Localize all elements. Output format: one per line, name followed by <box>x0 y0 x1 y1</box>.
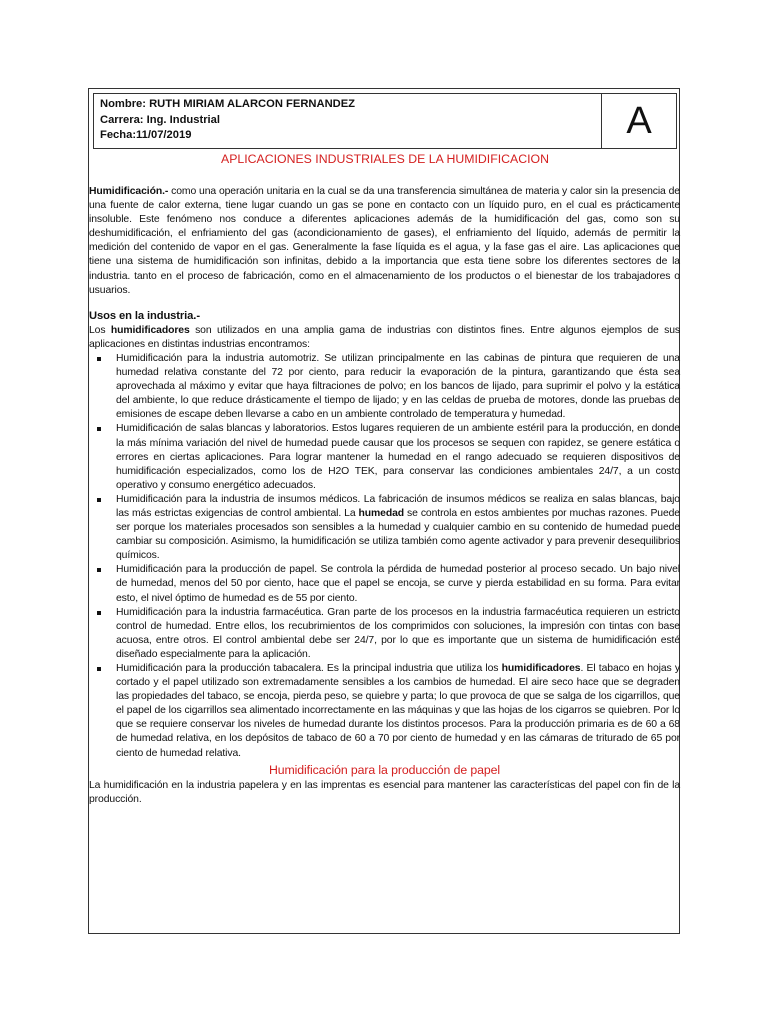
document-page <box>88 88 680 934</box>
student-info <box>94 94 602 148</box>
uses-list <box>89 352 680 761</box>
bullet-icon <box>97 357 101 361</box>
list-item: Humidificación para la industria de insumos médicos. La fabricación de insumos médicos se realiza en salas blancas, bajo las más estrictas exigencias de control ambiental. La humedad se controla en estos ambientes por muchas razones. Puede ser porque los materiales procesados son sensibles a la humedad y cualquier cambio en su contenido de humedad puede cambiar su composición. Asimismo, la humidificación se utiliza también como agente activador y para prevenir desequilibrios químicos. <box>89 493 680 563</box>
bullet-icon <box>97 667 101 671</box>
bullet-icon <box>97 498 101 502</box>
uses-heading: Usos en la industria.- <box>89 309 200 322</box>
list-item: Humidificación para la industria farmacéutica. Gran parte de los procesos en la industria farmacéutica requieren un estricto control de humedad. Entre ellos, los recubrimientos de los comprimidos con soluciones, la impresión con tintas con base acuosa, entre otros. El control ambiental debe ser 24/7, por lo que es importante que un sistema de humidificación esté diseñado especialmente para la aplicación. <box>89 606 680 662</box>
bullet-icon <box>97 568 101 572</box>
list-item: Humidificación para la producción tabacalera. Es la principal industria que utiliza los humidificadores. El tabaco en hojas y cortado y el papel utilizado son extremadamente sensibles a los cambios de humedad. El aire seco hace que se degraden las propiedades del tabaco, se encoja, pierda peso, se quiebre y parta; lo que provoca de que se salga de los cigarrillos, que el papel de los cigarrillos sea alimentado incorrectamente en las máquinas y que las hojas de los cigarros se quiebren. Por lo que se requiere conservar los niveles de humedad durante los distintos procesos. Para la producción primaria es de 60 a 68 de humedad relativa, en los depósitos de tabaco de 60 a 70 por ciento de humedad y en las cámaras de triturado de 65 por ciento de humedad relativa. <box>89 662 680 761</box>
document-title: APLICACIONES INDUSTRIALES DE LA HUMIDIFICACION <box>221 152 549 166</box>
list-item: Humidificación para la industria automotriz. Se utilizan principalmente en las cabinas de pintura que requieren de una humedad relativa constante del 72 por ciento, para reducir la evaporación de la pintura, garantizando que ésta sea aprovechada al máximo y evitar que haya filtraciones de polvo; en los bancos de lijado, para suprimir el polvo y la estática del ambiente, lo que reduce drásticamente el tiempo de lijado; y en las celdas de prueba de motores, donde las pruebas de emisiones de escape deben llevarse a cabo en un ambiente controlado de temperatura y humedad. <box>89 352 680 422</box>
list-item: Humidificación para la producción de papel. Se controla la pérdida de humedad posterior al proceso secado. Un bajo nivel de humedad, menos del 50 por ciento, hace que el papel se encoja, se curve y pierda estabilidad en su forma. Para evitar esto, el nivel óptimo de humedad es de 55 por ciento. <box>89 563 680 605</box>
bullet-icon <box>97 427 101 431</box>
document-body <box>89 185 680 807</box>
final-paragraph: La humidificación en la industria papelera y en las imprentas es esencial para mantener las características del papel con fin de la producción. <box>89 779 680 805</box>
uses-lead: Los humidificadores son utilizados en una amplia gama de industrias con distintos fines. Entre algunos ejemplos de sus aplicaciones en distintas industrias encontramos: <box>89 324 680 350</box>
intro-text: como una operación unitaria en la cual se da una transferencia simultánea de materia y calor sin la presencia de una fuente de calor externa, tiene lugar cuando un gas se pone en contacto con un líquido puro, en el cual es prácticamente insoluble. Este fenómeno nos conduce a diferentes aplicaciones además de la humidificación del gas, como son su deshumidificación, el enfriamiento del gas (acondicionamiento de gases), el enfriamiento del líquido, además de permitir la medición del contenido de vapor en el gas. Generalmente la fase líquida es el agua, y la fase gas el aire. Las aplicaciones que tiene una sistema de humidificación son infinitas, debido a la importancia que esta tiene sobre los diferentes sectores de la industria. tanto en el proceso de fabricación, como en el almacenamiento de los productos o el bienestar de los trabajadores o usuarios. <box>89 186 680 296</box>
intro-paragraph <box>89 185 680 298</box>
list-item: Humidificación de salas blancas y laboratorios. Estos lugares requieren de un ambiente estéril para la producción, en donde la más mínima variación del nivel de humedad puede causar que los procesos se sequen con rapidez, se genere estática o errores en ciertas aplicaciones. Para lograr mantener la humedad en el rango adecuado se requieren dispositivos de humidificación especializados, como los de H2O TEK, para conservar las condiciones ambientales 24/7, a un costo operativo y consumo energético adecuados. <box>89 422 680 492</box>
grade-letter: A <box>626 100 652 142</box>
header-box <box>93 93 677 149</box>
intro-term: Humidificación.- <box>89 186 169 197</box>
student-name: Nombre: RUTH MIRIAM ALARCON FERNANDEZ <box>100 98 356 110</box>
student-date: Fecha:11/07/2019 <box>100 129 192 141</box>
bullet-icon <box>97 611 101 615</box>
student-career: Carrera: Ing. Industrial <box>100 113 220 126</box>
section-subtitle: Humidificación para la producción de papel <box>269 762 500 777</box>
